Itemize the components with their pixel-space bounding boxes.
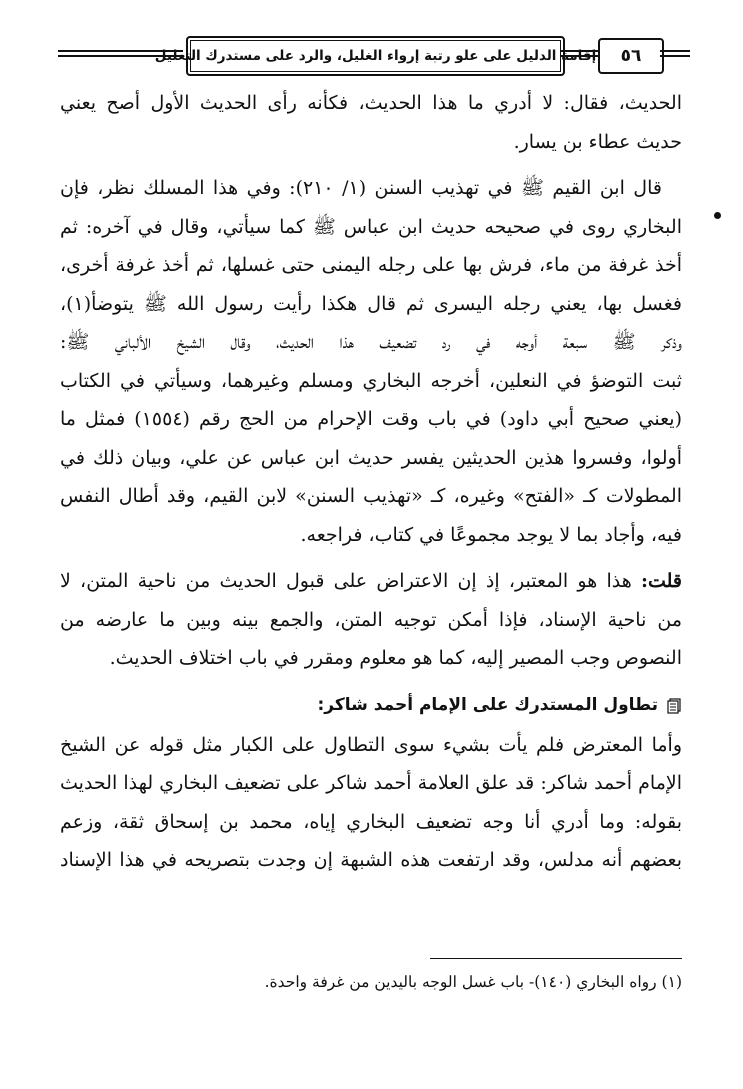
header-rule-connector: [561, 50, 598, 57]
section-heading: [60, 686, 682, 726]
text-line: بعضهم أنه مدلس، وقد ارتفعت هذه الشبهة إن وجدت بتصريحه في هذا الإسناد: [60, 849, 682, 871]
text-line: من ناحية الإسناد، فإذا أمكن توجيه المتن، والجمع بينه وبين ما عارضه من: [60, 608, 682, 631]
section-heading-text: تطاول المستدرك على الإمام أحمد شاكر:: [317, 695, 658, 716]
margin-bullet: [714, 212, 721, 219]
paragraph-2: [60, 169, 682, 208]
text-line: الإمام أحمد شاكر: قد علق العلامة أحمد شاكر على تضعيف البخاري لهذا الحديث: [60, 772, 682, 794]
text-line: [60, 562, 682, 601]
paragraph-2-cont: [60, 208, 682, 555]
pages-icon: [666, 698, 682, 714]
header-rule-right: [660, 50, 690, 57]
paragraph-4: [60, 726, 682, 880]
text-line: حديث عطاء بن يسار.: [513, 130, 682, 153]
text-line: بقوله: وما أدري أنا وجه تضعيف البخاري إياه، محمد بن إسحاق ثقة، وزعم: [60, 810, 682, 833]
text-line: أخذ غرفة من ماء، فرش بها على رجله اليمنى حتى غسلها، ثم أخذ غرفة أخرى،: [60, 254, 682, 276]
text-line: أولوا، وفسروا هذين الحديثين يفسر حديث ابن عباس عن علي، وبيان ذلك في: [60, 446, 682, 469]
text-line: قال ابن القيم ﷺ في تهذيب السنن (١/ ٢١٠): وفي هذا المسلك نظر، فإن: [60, 177, 662, 199]
qultu-lead: قلت:: [640, 570, 682, 592]
text-line: وذكر ﷺ سبعة أوجه في رد تضعيف هذا الحديث، وقال الشيخ الألباني ﷺ:: [60, 331, 682, 353]
footnote-separator: [430, 958, 682, 959]
footnote: (١) رواه البخاري (١٤٠)- باب غسل الوجه باليدين من غرفة واحدة.: [264, 973, 682, 991]
text-line: المطولات كـ «الفتح» وغيره، كـ «تهذيب السنن» لابن القيم، وقد أطال النفس: [60, 485, 682, 507]
header-title: إقامة الدليل على علو رتبة إرواء الغليل، والرد على مستدرك التعليل: [186, 36, 565, 76]
page-number: ٥٦: [598, 38, 664, 74]
text-line: النصوص وجب المصير إليه، كما هو معلوم ومقرر في باب اختلاف الحديث.: [109, 647, 682, 669]
main-text: [60, 84, 682, 880]
text-line: البخاري روى في صحيحه حديث ابن عباس ﷺ كما سيأتي، وقال في آخره: ثم: [60, 215, 682, 238]
text-line-rest: هذا هو المعتبر، إذ إن الاعتراض على قبول الحديث من ناحية المتن، لا: [60, 570, 641, 592]
page-header: [58, 36, 690, 80]
paragraph-1: [60, 84, 682, 161]
text-line: فغسل بها، يعني رجله اليسرى ثم قال هكذا رأيت رسول الله ﷺ يتوضأ(١)،: [60, 292, 682, 315]
text-line: فيه، وأجاد بما لا يوجد مجموعًا في كتاب، فراجعه.: [300, 523, 682, 546]
text-line: (يعني صحيح أبي داود) في باب وقت الإحرام من الحج رقم (١٥٥٤) فمثل ما: [60, 408, 682, 430]
text-line: ثبت التوضؤ في النعلين، أخرجه البخاري ومسلم وغيرهما، وسيأتي في الكتاب: [60, 369, 682, 392]
text-line: وأما المعترض فلم يأت بشيء سوى التطاول على الكبار مثل قوله عن الشيخ: [60, 733, 682, 756]
paragraph-3: [60, 562, 682, 678]
text-line: الحديث، فقال: لا أدري ما هذا الحديث، فكأنه رأى الحديث الأول أصح يعني: [60, 92, 682, 114]
